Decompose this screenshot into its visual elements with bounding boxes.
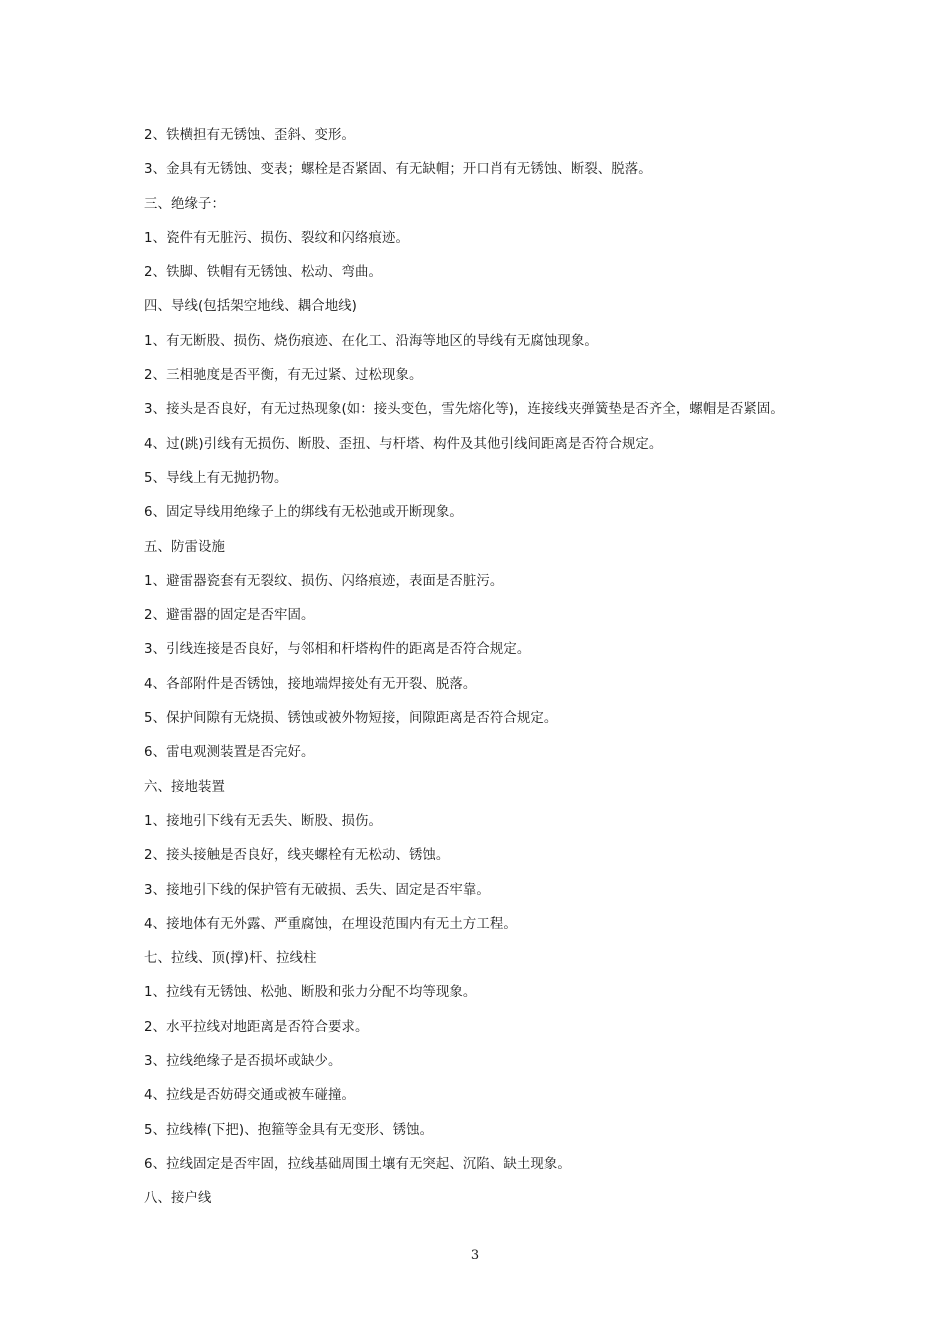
page-number: 3 (470, 1248, 480, 1263)
text-line: 4、接地体有无外露、严重腐蚀，在埋设范围内有无土方工程。 (144, 916, 517, 932)
text-line: 2、三相驰度是否平衡，有无过紧、过松现象。 (144, 368, 423, 384)
text-line: 3、接地引下线的保护管有无破损、丢失、固定是否牢靠。 (144, 882, 490, 898)
text-line: 6、雷电观测装置是否完好。 (144, 745, 315, 761)
text-line: 五、防雷设施 (144, 539, 225, 555)
text-line: 1、接地引下线有无丢失、断股、损伤。 (144, 813, 382, 829)
text-line: 1、瓷件有无脏污、损伤、裂纹和闪络痕迹。 (144, 230, 409, 246)
text-line: 七、拉线、顶(撑)杆、拉线柱 (144, 951, 317, 967)
text-line: 四、导线(包括架空地线、耦合地线) (144, 299, 358, 315)
text-line: 三、绝缘子： (144, 196, 225, 212)
text-line: 2、铁横担有无锈蚀、歪斜、变形。 (144, 128, 355, 143)
text-line: 2、水平拉线对地距离是否符合要求。 (144, 1019, 369, 1035)
text-line: 2、接头接触是否良好，线夹螺栓有无松动、锈蚀。 (144, 848, 450, 864)
text-line: 八、接户线 (144, 1191, 212, 1207)
text-line: 3、接头是否良好，有无过热现象(如：接头变色，雪先熔化等)，连接线夹弹簧垫是否齐全，螺帽是否紧固。 (144, 402, 784, 418)
text-line: 3、金具有无锈蚀、变表；螺栓是否紧固、有无缺帽；开口肖有无锈蚀、断裂、脱落。 (144, 162, 652, 178)
text-line: 6、拉线固定是否牢固，拉线基础周围土壤有无突起、沉陷、缺土现象。 (144, 1156, 571, 1172)
text-line: 3、拉线绝缘子是否损坏或缺少。 (144, 1054, 342, 1070)
text-line: 5、导线上有无抛扔物。 (144, 470, 288, 486)
text-line: 5、拉线棒(下把)、抱箍等金具有无变形、锈蚀。 (144, 1122, 434, 1138)
text-line: 1、避雷器瓷套有无裂纹、损伤、闪络痕迹，表面是否脏污。 (144, 573, 504, 589)
text-line: 4、各部附件是否锈蚀，接地端焊接处有无开裂、脱落。 (144, 676, 477, 692)
text-line: 2、避雷器的固定是否牢固。 (144, 608, 315, 624)
text-line: 1、有无断股、损伤、烧伤痕迹、在化工、沿海等地区的导线有无腐蚀现象。 (144, 333, 598, 349)
text-line: 4、拉线是否妨碍交通或被车碰撞。 (144, 1088, 355, 1104)
text-line: 6、固定导线用绝缘子上的绑线有无松弛或开断现象。 (144, 505, 463, 521)
text-line: 5、保护间隙有无烧损、锈蚀或被外物短接，间隙距离是否符合规定。 (144, 711, 558, 727)
text-line: 3、引线连接是否良好，与邻相和杆塔构件的距离是否符合规定。 (144, 642, 531, 658)
text-line: 2、铁脚、铁帽有无锈蚀、松动、弯曲。 (144, 265, 382, 281)
document-body (144, 125, 844, 1223)
text-line: 1、拉线有无锈蚀、松弛、断股和张力分配不均等现象。 (144, 985, 477, 1001)
text-line: 4、过(跳)引线有无损伤、断股、歪扭、与杆塔、构件及其他引线间距离是否符合规定。 (144, 436, 663, 452)
text-line: 六、接地装置 (144, 779, 225, 795)
